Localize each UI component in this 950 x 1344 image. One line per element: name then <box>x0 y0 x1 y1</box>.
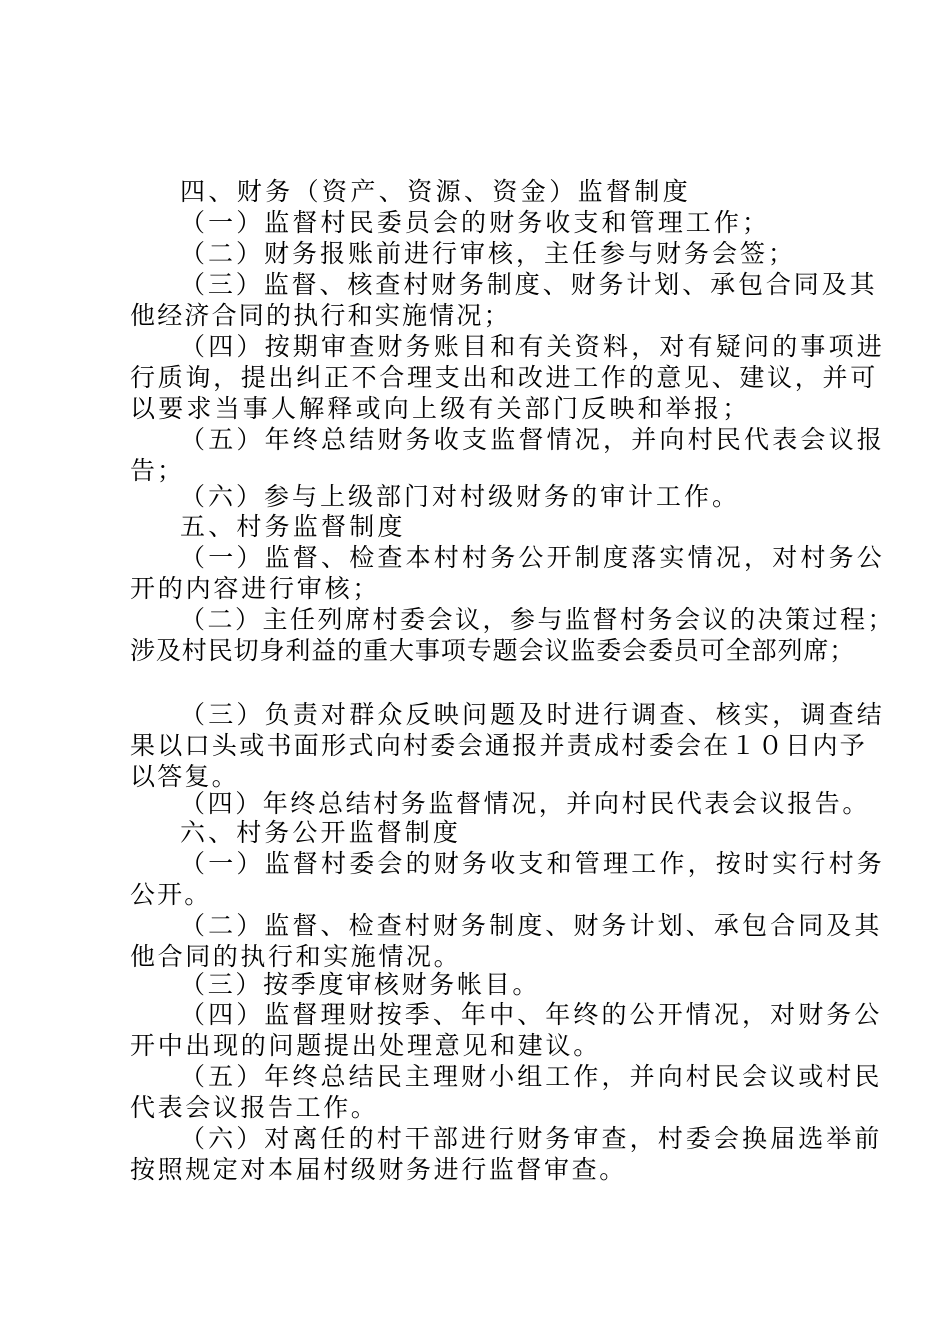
paragraph-line: 开的内容进行审核； <box>130 574 381 603</box>
paragraph-line: （四）按期审查财务账目和有关资料，对有疑问的事项进 <box>180 332 886 361</box>
paragraph-line: （四）监督理财按季、年中、年终的公开情况，对财务公 <box>180 1000 883 1029</box>
paragraph-line: （六）参与上级部门对村级财务的审计工作。 <box>180 482 741 511</box>
paragraph-line: 按照规定对本届村级财务进行监督审查。 <box>130 1155 627 1184</box>
paragraph-line: （一）监督村委会的财务收支和管理工作，按时实行村务 <box>180 849 886 878</box>
paragraph-line: （二）监督、检查村财务制度、财务计划、承包合同及其 <box>180 911 883 940</box>
section-heading-5: 五、村务监督制度 <box>180 512 406 541</box>
paragraph-line: （六）对离任的村干部进行财务审查，村委会换届选举前 <box>180 1124 883 1153</box>
paragraph-line: （一）监督村民委员会的财务收支和管理工作； <box>180 208 771 237</box>
paragraph-line: 他合同的执行和实施情况。 <box>130 942 462 971</box>
paragraph-line: 代表会议报告工作。 <box>130 1093 379 1122</box>
paragraph-line: 以要求当事人解释或向上级有关部门反映和举报； <box>130 394 751 423</box>
paragraph-line: （五）年终总结财务收支监督情况，并向村民代表会议报 <box>180 425 886 454</box>
paragraph-line: 告； <box>130 456 185 485</box>
section-heading-4: 四、财务（资产、资源、资金）监督制度 <box>180 177 692 206</box>
paragraph-line: 开中出现的问题提出处理意见和建议。 <box>130 1031 601 1060</box>
paragraph-line: 涉及村民切身利益的重大事项专题会议监委会委员可全部列席； <box>130 636 856 665</box>
paragraph-line: （三）监督、核查村财务制度、财务计划、承包合同及其 <box>180 270 878 299</box>
paragraph-line: 果以口头或书面形式向村委会通报并责成村委会在１０日内予 <box>130 731 868 760</box>
paragraph-line: （三）按季度审核财务帐目。 <box>180 970 541 999</box>
paragraph-line: （四）年终总结村务监督情况，并向村民代表会议报告。 <box>180 789 871 818</box>
paragraph-line: （三）负责对群众反映问题及时进行调查、核实，调查结 <box>180 700 886 729</box>
paragraph-line: 公开。 <box>130 880 212 909</box>
paragraph-line: （二）主任列席村委会议，参与监督村务会议的决策过程； <box>180 605 896 634</box>
paragraph-line: （五）年终总结民主理财小组工作，并向村民会议或村民 <box>180 1062 883 1091</box>
paragraph-line: （二）财务报账前进行审核，主任参与财务会签； <box>180 239 797 268</box>
paragraph-line: 以答复。 <box>130 762 239 791</box>
paragraph-line: （一）监督、检查本村村务公开制度落实情况，对村务公 <box>180 543 886 572</box>
section-heading-6: 六、村务公开监督制度 <box>180 818 462 847</box>
paragraph-line: 他经济合同的执行和实施情况； <box>130 301 511 330</box>
paragraph-line: 行质询，提出纠正不合理支出和改进工作的意见、建议，并可 <box>130 363 878 392</box>
